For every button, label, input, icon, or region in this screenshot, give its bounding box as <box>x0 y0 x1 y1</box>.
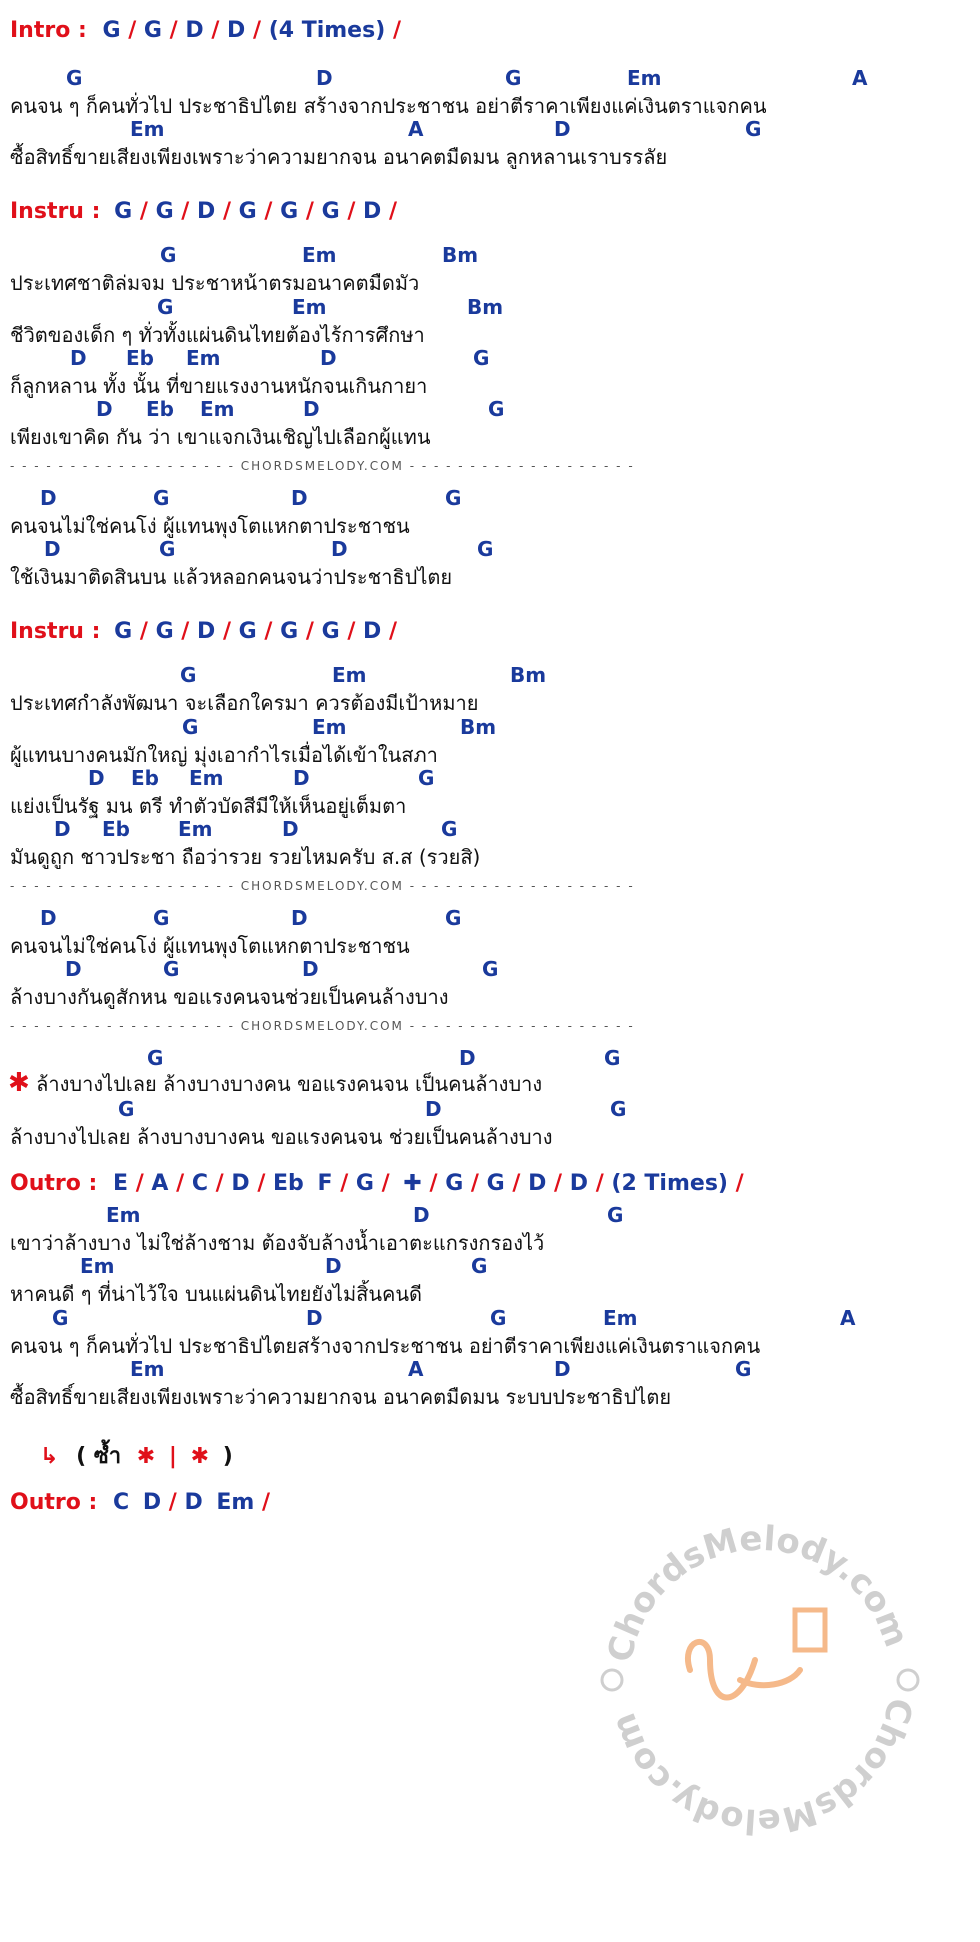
outro-label: Outro : <box>10 1171 98 1196</box>
chord: D <box>88 766 105 790</box>
chord: G <box>445 486 462 510</box>
chord: Em <box>80 1254 115 1278</box>
chord: Eb <box>102 817 130 841</box>
chord: G <box>745 117 762 141</box>
chord: G <box>102 18 121 43</box>
chord: G <box>114 619 133 644</box>
chord: G <box>355 1171 374 1196</box>
instru-line: Instru : G / G / D / G / G / G / D / <box>10 619 398 644</box>
chord: G <box>280 619 299 644</box>
repeat-line <box>40 1438 233 1473</box>
chord: D <box>44 537 61 561</box>
lyric-line: คนจนไม่ใช่คนโง่ ผู้แทนพุงโตแหกตาประชาชน <box>10 934 410 958</box>
lyric-line: ชีวิตของเด็ก ๆ ทั่วทั้งแผ่นดินไทยต้องไร้การศึกษา <box>10 323 425 347</box>
chord: G <box>238 199 257 224</box>
chord: G <box>143 18 162 43</box>
chord: D <box>282 817 299 841</box>
chord: Bm <box>460 715 497 739</box>
chord: G <box>482 957 499 981</box>
lyric-text: ล้างบางไปเลย ล้างบางบางคน ขอแรงคนจน เป็นคนล้างบาง <box>36 1072 543 1096</box>
chord: Em <box>200 397 235 421</box>
lyric-line: เพียงเขาคิด กัน ว่า เขาแจกเงินเชิญไปเลือกผู้แทน <box>10 425 431 449</box>
chord: G <box>607 1203 624 1227</box>
chord: D <box>291 486 308 510</box>
repeat-separator: | <box>168 1444 177 1469</box>
chord: Bm <box>467 295 504 319</box>
chord: G <box>155 619 174 644</box>
lyric-line: มันดูถูก ชาวประชา ถือว่ารวย รวยไหมครับ ส.ส (รวยสิ) <box>10 845 481 869</box>
chord: D <box>40 486 57 510</box>
repeat-open: ( ซ้ำ <box>76 1444 122 1469</box>
chord: C <box>112 1490 130 1515</box>
lyric-line: ล้างบางไปเลย ล้างบางบางคน ขอแรงคนจน ช่วยเป็นคนล้างบาง <box>10 1125 553 1149</box>
chord: G <box>153 486 170 510</box>
chord: D <box>554 1357 571 1381</box>
chord: D <box>96 397 113 421</box>
chord: G <box>418 766 435 790</box>
chord: G <box>486 1171 505 1196</box>
chord: G <box>118 1097 135 1121</box>
chord: D <box>54 817 71 841</box>
site-divider: - - - - - - - - - - - - - - - - - - - CHORDSMELODY.COM - - - - - - - - - - - - - - - - - - - <box>10 1019 635 1033</box>
chord: G <box>114 199 133 224</box>
outro-line: Outro : E / A / C / D / Eb F / G / ✚ / G / G / D / D / (2 Times) / <box>10 1171 744 1196</box>
chord: D <box>302 957 319 981</box>
chord: G <box>477 537 494 561</box>
chord: D <box>316 66 333 90</box>
chord: D <box>197 619 216 644</box>
chord: G <box>157 295 174 319</box>
chord: G <box>182 715 199 739</box>
chord: D <box>70 346 87 370</box>
chord: Bm <box>510 663 547 687</box>
chord: Em <box>189 766 224 790</box>
svg-text:ChordsMelody.com: ChordsMelody.com <box>603 1694 920 1842</box>
chord: G <box>610 1097 627 1121</box>
svg-text:ChordsMelody.com: ChordsMelody.com <box>600 1518 917 1666</box>
lyric-line: คนจน ๆ ก็คนทั่วไป ประชาธิปไตยสร้างจากประชาชน อย่าตีราคาเพียงแค่เงินตราแจกคน <box>10 1334 761 1358</box>
chord: D <box>554 117 571 141</box>
repeat-star: ✱ <box>190 1444 210 1469</box>
chord: D <box>363 199 382 224</box>
lyric-line: คนจนไม่ใช่คนโง่ ผู้แทนพุงโตแหกตาประชาชน <box>10 514 410 538</box>
chord: G <box>163 957 180 981</box>
outro-label: Outro : <box>10 1490 98 1515</box>
chord: D <box>528 1171 547 1196</box>
chord: G <box>490 1306 507 1330</box>
repeat-star: ✱ <box>136 1444 156 1469</box>
lyric-line: แย่งเป็นรัฐ มน ตรี ทำตัวบัดสีมีให้เห็นอยู่เต็มตา <box>10 794 407 818</box>
lyric-line: ประเทศกำลังพัฒนา จะเลือกใครมา ควรต้องมีเป้าหมาย <box>10 691 479 715</box>
chord: Em <box>178 817 213 841</box>
chord: G <box>505 66 522 90</box>
lyric-line: ซื้อสิทธิ์ขายเสียงเพียงเพราะว่าความยากจน อนาคตมืดมน ระบบประชาธิปไตย <box>10 1385 672 1409</box>
chord: D <box>197 199 216 224</box>
chord: D <box>291 906 308 930</box>
chord: D <box>331 537 348 561</box>
chord: D <box>293 766 310 790</box>
chord: D <box>425 1097 442 1121</box>
chord: G <box>180 663 197 687</box>
chord: G <box>445 1171 464 1196</box>
intro-line: Intro : G / G / D / D / (4 Times) / <box>10 18 401 43</box>
chord: C <box>191 1171 208 1196</box>
chord: G <box>159 537 176 561</box>
outro-line: Outro : C D / D Em / <box>10 1490 271 1515</box>
lyric-line: คนจน ๆ ก็คนทั่วไป ประชาธิปไตย สร้างจากประชาชน อย่าตีราคาเพียงแค่เงินตราแจกคน <box>10 94 767 118</box>
repeat-note: (4 Times) <box>268 18 386 43</box>
chord: D <box>40 906 57 930</box>
chord: G <box>471 1254 488 1278</box>
instru-label: Instru : <box>10 199 101 224</box>
chord: D <box>184 1490 203 1515</box>
chord: A <box>408 1357 424 1381</box>
chord: G <box>321 619 340 644</box>
lyric-line: ใช้เงินมาติดสินบน แล้วหลอกคนจนว่าประชาธิปไตย <box>10 565 453 589</box>
chord: G <box>280 199 299 224</box>
return-arrow-icon: ↳ <box>40 1444 59 1469</box>
chord: D <box>65 957 82 981</box>
chord: A <box>151 1171 169 1196</box>
chord: D <box>303 397 320 421</box>
chord: A <box>408 117 424 141</box>
chord: G <box>160 243 177 267</box>
chord: A <box>840 1306 856 1330</box>
repeat-close: ) <box>222 1444 233 1469</box>
chord: G <box>735 1357 752 1381</box>
lyric-line: หาคนดี ๆ ที่น่าไว้ใจ บนแผ่นดินไทยยังไม่สิ้นคนดี <box>10 1282 423 1306</box>
chord: D <box>306 1306 323 1330</box>
intro-label: Intro : <box>10 18 87 43</box>
lyric-line: ประเทศชาติล่มจม ประชาหน้าตรมอนาคตมืดมัว <box>10 271 420 295</box>
chord: G <box>153 906 170 930</box>
chord: Em <box>302 243 337 267</box>
chord: F <box>317 1171 333 1196</box>
site-divider: - - - - - - - - - - - - - - - - - - - CHORDSMELODY.COM - - - - - - - - - - - - - - - - - - - <box>10 879 635 893</box>
chord: D <box>231 1171 250 1196</box>
chord: Em <box>130 1357 165 1381</box>
chord: D <box>185 18 204 43</box>
lyric-line: ล้างบางกันดูสักหน ขอแรงคนจนช่วยเป็นคนล้างบาง <box>10 985 449 1009</box>
chord: G <box>441 817 458 841</box>
chord: D <box>363 619 382 644</box>
plus-icon: ✚ <box>403 1171 422 1196</box>
chord: Em <box>332 663 367 687</box>
chord: G <box>66 66 83 90</box>
repeat-note: (2 Times) <box>611 1171 728 1196</box>
chord: D <box>413 1203 430 1227</box>
chord: D <box>320 346 337 370</box>
lyric-line <box>8 1068 542 1100</box>
chord: Em <box>603 1306 638 1330</box>
repeat-marker: ✱ <box>8 1068 30 1098</box>
chord: D <box>227 18 246 43</box>
chord: G <box>473 346 490 370</box>
chord: Em <box>216 1490 255 1515</box>
chord: Eb <box>146 397 174 421</box>
lyric-line: ผู้แทนบางคนมักใหญ่ มุ่งเอากำไรเมื่อได้เข้าในสภา <box>10 743 438 767</box>
chord: G <box>321 199 340 224</box>
chord: Bm <box>442 243 479 267</box>
chord: Em <box>106 1203 141 1227</box>
chord: Em <box>186 346 221 370</box>
chord: Em <box>130 117 165 141</box>
chord: Eb <box>273 1171 304 1196</box>
chord: G <box>488 397 505 421</box>
chordsmelody-watermark <box>590 1480 930 1860</box>
chord: D <box>569 1171 589 1196</box>
chord: G <box>52 1306 69 1330</box>
chord: A <box>852 66 868 90</box>
lyric-line: ก็ลูกหลาน ทั้ง นั้น ที่ขายแรงงานหนักจนเกินกายา <box>10 374 428 398</box>
chord: D <box>459 1046 476 1070</box>
chord: Em <box>292 295 327 319</box>
chord: G <box>238 619 257 644</box>
chord: Eb <box>131 766 159 790</box>
chord: E <box>112 1171 129 1196</box>
chord: G <box>604 1046 621 1070</box>
instru-line: Instru : G / G / D / G / G / G / D / <box>10 199 398 224</box>
site-divider: - - - - - - - - - - - - - - - - - - - CHORDSMELODY.COM - - - - - - - - - - - - - - - - - - - <box>10 459 635 473</box>
chord: G <box>147 1046 164 1070</box>
chord: D <box>325 1254 342 1278</box>
chord: Em <box>627 66 662 90</box>
chord: G <box>155 199 174 224</box>
lyric-line: ซื้อสิทธิ์ขายเสียงเพียงเพราะว่าความยากจน อนาคตมืดมน ลูกหลานเราบรรลัย <box>10 145 668 169</box>
instru-label: Instru : <box>10 619 101 644</box>
chord: D <box>142 1490 162 1515</box>
chord: Eb <box>126 346 154 370</box>
chord: G <box>445 906 462 930</box>
lyric-line: เขาว่าล้างบาง ไม่ใช่ล้างชาม ต้องจับล้างน้ำเอาตะแกรงกรองไว้ <box>10 1231 545 1255</box>
chord: Em <box>312 715 347 739</box>
